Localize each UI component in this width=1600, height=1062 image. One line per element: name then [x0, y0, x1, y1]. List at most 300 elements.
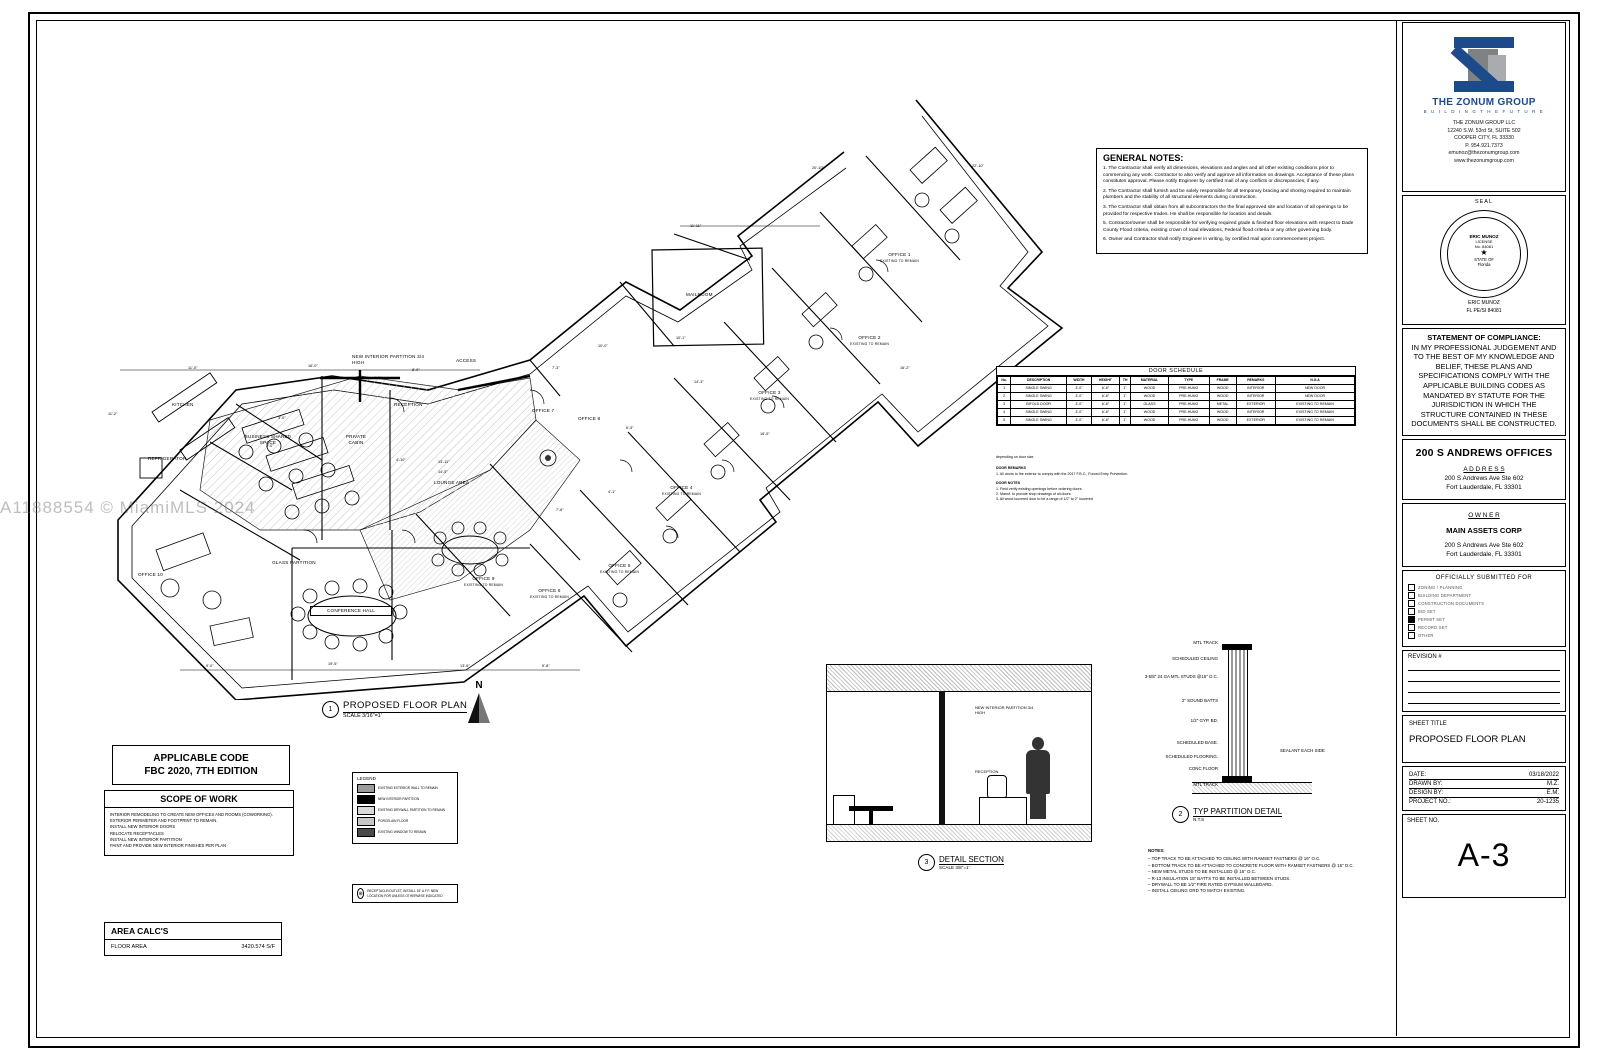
col-header: REMARKS	[1236, 377, 1276, 385]
notes-title: NOTES:	[1148, 848, 1165, 853]
door-remark-item: 1. All doors to the exterior to comply with the 2017 F.B.C., Forced Entry Prevention.	[996, 471, 1129, 476]
legend-item	[357, 795, 453, 804]
area-calcs-box	[104, 922, 282, 956]
dimension-text: 11'-0"	[188, 366, 198, 370]
cell: 3'-0"	[1067, 393, 1092, 401]
room-label-access: ACCESS	[456, 358, 477, 363]
firm-tagline: B U I L D I N G T H E F U T U R E	[1423, 109, 1545, 114]
revision-line[interactable]	[1408, 693, 1560, 704]
note-item: – DRYWALL TO BE 1/2" FIRE RATED GYPSUM WALLBOARD.	[1148, 882, 1273, 888]
submitted-label: BUILDING DEPARTMENT	[1418, 592, 1472, 598]
room-label-business-shared-space: BUSINESS SHARED SPACE	[244, 434, 292, 445]
dimension-text: 22'-10"	[972, 164, 984, 168]
dimension-text: 10'-0"	[598, 344, 608, 348]
cell: SINGLE SWING	[1011, 417, 1067, 425]
plan-title-text: PROPOSED FLOOR PLAN	[343, 700, 468, 711]
room-sub: EXISTING TO REMAIN	[880, 259, 920, 263]
room-label-reception: RECEPTION	[394, 402, 423, 407]
door-note-item: 2. Manuf. to provide shop drawings of all doors.	[996, 492, 1072, 497]
seal-label: SEAL	[1474, 199, 1494, 205]
dimension-text: 19'-5"	[328, 662, 338, 666]
door-remarks-title: DOOR REMARKS	[996, 466, 1026, 471]
cell: WOOD	[1209, 393, 1236, 401]
cell: INTERIOR	[1236, 409, 1276, 417]
applicable-code-box	[112, 745, 290, 785]
cell: WOOD	[1131, 417, 1168, 425]
cell: NEW DOOR	[1276, 385, 1355, 393]
dimension-text: 14'-5"	[438, 470, 448, 474]
room-label-office-2: OFFICE 2 EXISTING TO REMAIN	[850, 335, 890, 346]
table-row	[998, 401, 1355, 409]
sheet-title-label: SHEET TITLE	[1409, 720, 1447, 727]
room-label-private-cabin: PRIVATE CABIN	[345, 434, 367, 445]
general-note-item: 3. The Contractor shall obtain from all subcontractors the the final approved site and location of all openings to be provided for respective trades. He shall be responsible for location and details.	[1103, 204, 1349, 217]
annotation-new-interior-partition: NEW INTERIOR PARTITION 3/4 HIGH	[352, 354, 425, 365]
dimension-text: 5'-8"	[542, 664, 550, 668]
project-info-box	[1402, 439, 1566, 500]
submitted-item[interactable]	[1408, 600, 1560, 607]
seal-license-text: FL PE/SI 84081	[1466, 308, 1502, 314]
submitted-label: PERMIT SET	[1418, 616, 1446, 622]
cell: 2	[998, 393, 1011, 401]
cell: WOOD	[1131, 409, 1168, 417]
revision-line[interactable]	[1408, 682, 1560, 693]
dimension-text: 4'-1"	[608, 490, 616, 494]
project-address-1: 200 S Andrews Ave Ste 602	[1444, 474, 1524, 482]
sheet-title-value: PROPOSED FLOOR PLAN	[1409, 733, 1526, 745]
scope-item: RELOCATE RECEPTACLES	[110, 830, 164, 836]
firm-address-2: COOPER CITY, FL 33330	[1454, 135, 1514, 141]
legend-label: EXISTING WINDOW TO REMAIN	[378, 830, 427, 835]
door-note-item: 1. Field verify existing openings before ordering doors.	[996, 486, 1083, 491]
revision-line[interactable]	[1408, 671, 1560, 682]
dimension-text: 20'-10"	[812, 166, 824, 170]
cell: EXISTING TO REMAIN	[1276, 401, 1355, 409]
legend-item	[357, 784, 453, 793]
detail-section-title-block	[918, 854, 1004, 871]
seal-engineer-name: ERIC MUNOZ	[1469, 233, 1499, 239]
cell: 3'-0"	[1067, 401, 1092, 409]
col-header: No.	[998, 377, 1011, 385]
owner-label: O W N E R	[1468, 511, 1500, 519]
scope-item: INSTALL NEW INTERIOR DOORS	[110, 824, 176, 830]
cell: 4	[998, 409, 1011, 417]
room-label-conference-hall: CONFERENCE HALL	[310, 606, 392, 616]
officially-submitted-box	[1402, 570, 1566, 647]
legend-title: LEGEND	[357, 776, 376, 781]
detail-bubble: 3	[918, 854, 935, 871]
meta-label: DRAWN BY:	[1409, 780, 1443, 787]
cell: PRE-HUNG	[1168, 409, 1209, 417]
cell: 1"	[1120, 393, 1131, 401]
legend-swatch-existing-drywall-partition	[357, 806, 375, 815]
general-notes-body	[1103, 166, 1361, 244]
general-notes-box	[1096, 148, 1368, 254]
room-label-office-3: OFFICE 3 EXISTING TO REMAIN	[750, 390, 790, 401]
cell: 6'-8"	[1091, 401, 1119, 409]
sheet-title-box	[1402, 715, 1566, 763]
cell: GLASS	[1131, 401, 1168, 409]
submitted-label: RECORD SET	[1418, 624, 1448, 630]
meta-row	[1409, 780, 1559, 789]
table-leg	[869, 810, 873, 825]
submitted-item[interactable]	[1408, 584, 1560, 591]
dimension-text: 11'-2"	[108, 412, 118, 416]
receptacle-legend-label: RECEPTACLE/OUTLET, INSTALL 18" A.F.F. NEW LOCATION FOR UNLESS OTHERWISE INDICATED	[367, 889, 443, 898]
room-label-office-1	[880, 252, 919, 264]
legend-item	[357, 806, 453, 815]
proposed-floor-plan-drawing	[60, 60, 1120, 700]
cell: EXISTING TO REMAIN	[1276, 409, 1355, 417]
detail-label-new-partition: NEW INTERIOR PARTITION 3/4 HIGH	[975, 705, 1034, 716]
submitted-item[interactable]	[1408, 632, 1560, 639]
col-header: TYPE	[1168, 377, 1209, 385]
door-note-item: 3. All wood louvered door to be a range of 1/2" to 2" louvered	[996, 497, 1093, 502]
seal-box	[1402, 195, 1566, 325]
meta-value: M.Z.	[1547, 780, 1559, 787]
door-schedule-footnote: depending on door size.	[996, 455, 1035, 459]
cell: 3'-0"	[1067, 417, 1092, 425]
pd-label-conc-floor: CONC FLOOR	[1188, 766, 1218, 771]
cell: WOOD	[1209, 409, 1236, 417]
room-label-office-5: OFFICE 5 EXISTING TO REMAIN	[600, 563, 640, 574]
cell: EXISTING TO REMAIN	[1276, 417, 1355, 425]
cell: BIFOLD DOOR	[1011, 401, 1067, 409]
cell: 3	[998, 401, 1011, 409]
door-schedule-table	[996, 366, 1356, 426]
table-row	[998, 417, 1355, 425]
dimension-text: 2'-0"	[266, 444, 274, 448]
owner-info-box	[1402, 503, 1566, 567]
scope-item: PAINT AND PROVIDE NEW INTERIOR FINISHES PER PLAN	[110, 843, 227, 849]
legend-swatch-existing-window	[357, 828, 375, 837]
officially-submitted-title: OFFICIALLY SUBMITTED FOR	[1435, 574, 1533, 581]
legend-swatch-new-interior-partition	[357, 795, 375, 804]
meta-value: 03/18/2022	[1528, 771, 1559, 778]
submitted-item[interactable]	[1408, 624, 1560, 631]
cell: SINGLE SWING	[1011, 409, 1067, 417]
applicable-code-line1: APPLICABLE CODE	[153, 753, 249, 764]
dimension-text: 9'-0"	[206, 664, 214, 668]
firm-website: www.thezonumgroup.com	[1454, 157, 1514, 164]
door-schedule-title: DOOR SCHEDULE	[997, 367, 1355, 376]
submitted-item[interactable]	[1408, 608, 1560, 615]
seal-star-icon: ★	[1480, 247, 1488, 257]
sheet-number-box	[1402, 814, 1566, 898]
legend-box	[352, 772, 458, 844]
zonum-logo-icon	[1448, 33, 1520, 95]
floor-hatch	[827, 825, 1091, 841]
cell: PRE-HUNG	[1168, 401, 1209, 409]
title-block	[1402, 22, 1566, 1034]
meta-row	[1409, 771, 1559, 780]
partition-detail-scale-text: N.T.S	[1193, 817, 1205, 822]
pd-label-gyp-bd: 1/2" GYP. BD.	[1190, 718, 1218, 723]
cell: 1"	[1120, 401, 1131, 409]
cell: 6'-8"	[1091, 385, 1119, 393]
reception-desk	[979, 797, 1027, 825]
cell: SINGLE SWING	[1011, 393, 1067, 401]
scope-item: INTERIOR REMODELING TO CREATE NEW OFFICES AND ROOMS (COWORKING).	[110, 812, 273, 817]
firm-email: emunoz@thezonumgroup.com	[1448, 150, 1520, 156]
pd-label-sound-batts: 2" SOUND BATTS	[1181, 698, 1218, 703]
cell: EXTERIOR	[1236, 417, 1276, 425]
legend-label: EXISTING EXTERIOR WALL TO REMAIN	[378, 786, 438, 791]
area-calcs-row-value: 3420.574 S/F	[241, 944, 275, 950]
cell: 1"	[1120, 385, 1131, 393]
cell: 6'-8"	[1091, 417, 1119, 425]
seal-license-no: No. 84081	[1474, 243, 1494, 249]
legend-item	[357, 828, 453, 837]
partition-detail-title-text: TYP PARTITION DETAIL	[1193, 807, 1283, 816]
engineer-seal-icon	[1440, 210, 1528, 298]
scope-of-work-title: SCOPE OF WORK	[105, 791, 293, 808]
dimension-text: 8'-5"	[374, 376, 382, 380]
pd-label-scheduled-flooring: SCHEDULED FLOORING.	[1165, 754, 1218, 759]
checkbox-record-set[interactable]	[1408, 624, 1415, 631]
dimension-text: 8'-0"	[412, 368, 420, 372]
room-label-refrigerator: REFRIGERATOR	[148, 456, 187, 461]
firm-address-1: 12240 S.W. 53rd St, SUITE 502	[1447, 127, 1521, 134]
cell: NEW DOOR	[1276, 393, 1355, 401]
dimension-text: 16'-0"	[308, 364, 318, 368]
cell: 3'-0"	[1067, 409, 1092, 417]
general-notes-title: GENERAL NOTES:	[1103, 153, 1184, 163]
table-row	[998, 409, 1355, 417]
cell: INTERIOR	[1236, 385, 1276, 393]
table-row	[998, 385, 1355, 393]
detail-section-drawing	[826, 664, 1092, 842]
sheet-number-label: SHEET NO.	[1407, 817, 1440, 824]
legend-label: EXISTING DRYWALL PARTITION TO REMAIN	[378, 808, 445, 813]
cell: 1"	[1120, 409, 1131, 417]
room-label-office-6: OFFICE 6 EXISTING TO REMAIN	[530, 588, 570, 599]
revision-line[interactable]	[1408, 660, 1560, 671]
firm-name: THE ZONUM GROUP	[1432, 97, 1536, 108]
revision-label: REVISION #	[1408, 653, 1442, 660]
checkbox-permit-set[interactable]	[1408, 616, 1415, 623]
scope-item: INSTALL NEW INTERIOR PARTITION	[110, 836, 182, 842]
seal-state-name: Florida	[1477, 261, 1491, 267]
cell: WOOD	[1131, 385, 1168, 393]
receptacle-icon: ⊕	[357, 888, 364, 899]
dimension-text: 7'-3"	[552, 366, 560, 370]
detail-scale-text: SCALE 3/8"=1'	[939, 865, 970, 870]
applicable-code-line2: FBC 2020, 7TH EDITION	[144, 766, 258, 777]
door-notes-title: DOOR NOTES	[996, 481, 1021, 486]
dimension-text: 7'-6"	[556, 508, 564, 512]
firm-contact	[1403, 120, 1565, 165]
dimension-text: 4'-10"	[396, 458, 406, 462]
pd-label-sealant: SEALANT EACH SIDE	[1280, 748, 1325, 753]
meta-value: E.M.	[1546, 789, 1559, 796]
col-header: DESCRIPTION	[1011, 377, 1067, 385]
dimension-text: 6'-5"	[626, 426, 634, 430]
checkbox-bid-set[interactable]	[1408, 608, 1415, 615]
col-header: WIDTH	[1067, 377, 1092, 385]
detail-bubble: 1	[322, 701, 339, 718]
revision-box	[1402, 650, 1566, 712]
dimension-text: 16'-5"	[760, 432, 770, 436]
scope-of-work-body	[105, 808, 293, 855]
note-item: – INSTALL CEILING GRD TO MATCH EXISTING.	[1148, 888, 1246, 894]
partition-wall-section	[939, 691, 945, 825]
room-label-office-4: OFFICE 4 EXISTING TO REMAIN	[662, 485, 702, 496]
dimension-text: 13'-11"	[438, 460, 450, 464]
note-item: – TOP TRACK TO BE ATTACHED TO CEILING WITH RAMSET FASTNERS @ 16" O.C.	[1148, 856, 1321, 862]
cell: 6'-8"	[1091, 393, 1119, 401]
statement-of-compliance-box	[1402, 328, 1566, 436]
project-address-2: Fort Lauderdale, FL 33301	[1446, 483, 1522, 491]
pd-label-mtl-studs: 3-5/8" 24 GA MTL STUDS @16" O.C.	[1144, 674, 1218, 679]
pd-label-mtl-track-top: MTL TRACK	[1193, 640, 1218, 645]
meta-row	[1409, 789, 1559, 798]
pd-label-scheduled-ceiling: SCHEDULED CEILING	[1172, 656, 1218, 661]
col-header: TH	[1120, 377, 1131, 385]
sheet-number-value: A-3	[1457, 837, 1511, 874]
room-label-glass-partition: GLASS PARTITION	[272, 560, 316, 565]
table-row	[998, 393, 1355, 401]
north-arrow	[468, 680, 490, 723]
detail-title-text: DETAIL SECTION	[939, 855, 1004, 864]
room-name: OFFICE 1	[888, 252, 911, 257]
partition-assembly	[1228, 650, 1248, 778]
area-calcs-row-label: FLOOR AREA	[111, 944, 147, 950]
cell: WOOD	[1209, 417, 1236, 425]
general-note-item: 1. The Contractor shall verify all dimensions, elevations and angles and all other existing conditions prior to commencing any work. Contractor to also verify and approve all information on drawings. Acceptance of these plans constitutes approval. Please notify Engineer by certified mail of any conflicts or discrepancies, if any.	[1103, 166, 1354, 185]
checkbox-construction-docs[interactable]	[1408, 600, 1415, 607]
dimension-text: 16'-2"	[900, 366, 910, 370]
detail-bubble: 2	[1172, 806, 1189, 823]
meta-row	[1409, 798, 1559, 806]
meta-label: PROJECT NO.:	[1409, 798, 1451, 805]
receptacle-legend-note	[352, 884, 458, 903]
area-calcs-title: AREA CALC'S	[105, 923, 281, 940]
note-item: – R-13 INSULATION 15" BATTS TO BE INSTALLED BETWEEN STUDS.	[1148, 875, 1291, 881]
cell: WOOD	[1209, 385, 1236, 393]
general-note-item: 5. Contractor/owner shall be responsible for verifying required grade & finished floor elevations with respect to Dade County Flood criteria, existing crown of road elevations, Federal flood criteria or any other governing body.	[1103, 221, 1354, 233]
submitted-item[interactable]	[1408, 592, 1560, 599]
cell: PRE-HUNG	[1168, 393, 1209, 401]
cell: 1"	[1120, 417, 1131, 425]
project-title: 200 S ANDREWS OFFICES	[1415, 446, 1553, 459]
partition-detail-notes	[1148, 848, 1358, 895]
task-chair	[987, 775, 1007, 799]
pd-label-mtl-track-bottom: MTL TRACK	[1193, 782, 1218, 787]
scope-item: EXTERIOR PERIMETER AND FOOTPRINT TO REMAIN.	[110, 818, 218, 824]
door-notes-block	[996, 455, 1246, 503]
seal-license-word: LICENSE	[1475, 238, 1493, 244]
firm-logo-box	[1402, 22, 1566, 192]
legend-swatch-existing-exterior-wall	[357, 784, 375, 793]
col-header: FRAME	[1209, 377, 1236, 385]
cell: METAL	[1209, 401, 1236, 409]
submitted-label: ZONING / PLANNING	[1418, 584, 1463, 590]
dimension-text: 3'-0"	[278, 416, 286, 420]
partition-detail-title-block	[1172, 806, 1282, 823]
submitted-label: CONSTRUCTION DOCUMENTS	[1418, 600, 1485, 606]
owner-address-2: Fort Lauderdale, FL 33301	[1446, 550, 1522, 558]
firm-phone: P. 954.921.7373	[1465, 142, 1503, 149]
cell: EXTERIOR	[1236, 401, 1276, 409]
cell: 5	[998, 417, 1011, 425]
meta-label: DESIGN BY:	[1409, 789, 1444, 796]
col-header: N.G.A	[1276, 377, 1355, 385]
col-header: MATERIAL	[1131, 377, 1168, 385]
dimension-text: 13'-6"	[460, 664, 470, 668]
dimension-text: 10'-1"	[676, 336, 686, 340]
room-label-office-10: OFFICE 10	[138, 572, 164, 577]
ceiling-hatch	[827, 665, 1091, 692]
compliance-title: STATEMENT OF COMPLIANCE:	[1427, 333, 1541, 342]
checkbox-zoning[interactable]	[1408, 584, 1415, 591]
general-note-item: 2. The Contractor shall furnish and be solely responsible for all temporary bracing and shoring required to maintain plumbers and the stability of all structural elements during construction.	[1103, 188, 1351, 201]
scope-of-work-box	[104, 790, 294, 856]
meta-value: 20-1235	[1536, 798, 1559, 805]
titleblock-divider	[1396, 20, 1397, 1036]
general-note-item: 6. Owner and Contractor shall notify Engineer in writing, by certified mail upon commencement project.	[1103, 237, 1326, 243]
cell: SINGLE SWING	[1011, 385, 1067, 393]
room-label-office-9: OFFICE 9 EXISTING TO REMAIN	[464, 576, 504, 587]
legend-swatch-porcelain-floor	[357, 817, 375, 826]
cell: WOOD	[1131, 393, 1168, 401]
dimension-text: 11'-11"	[690, 224, 702, 228]
cell: PRE-HUNG	[1168, 385, 1209, 393]
watermark: A11888554 © MiamiMLS 2024	[0, 498, 256, 517]
owner-name: MAIN ASSETS CORP	[1446, 525, 1522, 535]
cell: INTERIOR	[1236, 393, 1276, 401]
checkbox-other[interactable]	[1408, 632, 1415, 639]
cell: 1	[998, 385, 1011, 393]
seal-name-text: ERIC MUNOZ	[1468, 300, 1500, 306]
room-label-office-8: OFFICE 8	[578, 416, 601, 421]
note-item: – NEW METAL STUDS TO BE INSTALLED @ 16" O.C.	[1148, 869, 1256, 875]
seal-state: STATE OF	[1474, 256, 1494, 262]
typ-partition-detail-drawing	[1144, 630, 1332, 810]
owner-address-1: 200 S Andrews Ave Ste 602	[1444, 541, 1524, 549]
dimension-text: 14'-3"	[694, 380, 704, 384]
legend-label: PORCELAIN FLOOR	[378, 819, 409, 824]
checkbox-building-dept[interactable]	[1408, 592, 1415, 599]
plan-title-block	[322, 700, 467, 719]
cell: 3'-0"	[1067, 385, 1092, 393]
room-label-office-7: OFFICE 7	[532, 408, 555, 413]
detail-label-reception: RECEPTION	[975, 769, 999, 774]
pd-label-scheduled-base: SCHEDULED BASE.	[1176, 740, 1218, 745]
north-arrow-icon	[468, 693, 490, 723]
sheet-meta-box	[1402, 766, 1566, 811]
room-label-kitchen: KITCHEN	[172, 402, 194, 407]
north-label: N	[475, 680, 483, 691]
legend-label: NEW INTERIOR PARTITION	[378, 797, 420, 802]
room-label-lounge-area: LOUNGE AREA	[434, 480, 470, 485]
project-address-label: A D D R E S S	[1463, 465, 1505, 473]
cell: PRE-HUNG	[1168, 417, 1209, 425]
person-figure	[1023, 737, 1053, 819]
legend-item	[357, 817, 453, 826]
compliance-body: IN MY PROFESSIONAL JUDGEMENT AND TO THE BEST OF MY KNOWLEDGE AND BELIEF, THESE PLANS AND SPECIFICATIONS COMPLY WITH THE APPLICABLE BUILDING CODES AS MANDATED BY STATUTE FOR THE JURISDICTION IN WHICH THE STRUCTURE CONTAINED IN THESE DOCUMENTS SHALL BE CONSTRUCTED.	[1411, 342, 1557, 429]
submitted-item[interactable]	[1408, 616, 1560, 623]
note-item: – BOTTOM TRACK TO BE ATTACHED TO CONCRETE FLOOR WITH RAMSET FASTNERS @ 16" O.C.	[1148, 862, 1354, 868]
col-header: HEIGHT	[1091, 377, 1119, 385]
room-label-mailroom: MAILROOM	[686, 292, 713, 297]
firm-legal-name: THE ZONUM GROUP LLC	[1452, 120, 1516, 126]
cell: 6'-8"	[1091, 409, 1119, 417]
meta-label: DATE:	[1409, 771, 1427, 778]
submitted-label: OTHER	[1418, 632, 1434, 638]
plan-scale-text: SCALE 3/16"=1'	[343, 713, 382, 719]
door-schedule-header-row	[998, 377, 1355, 385]
